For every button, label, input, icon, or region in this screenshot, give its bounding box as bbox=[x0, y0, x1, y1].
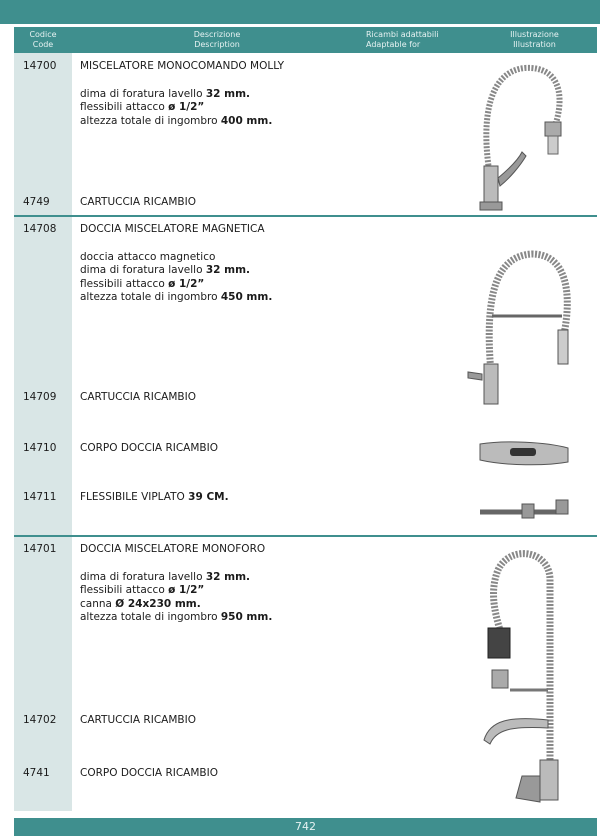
spec-text: dima di foratura lavello bbox=[80, 264, 206, 276]
spec-text: altezza totale di ingombro bbox=[80, 291, 221, 303]
spec-line bbox=[80, 264, 272, 278]
spec-value: 32 mm. bbox=[205, 570, 250, 583]
item-code: 14710 bbox=[23, 442, 57, 454]
header-code-it: Codice bbox=[29, 30, 57, 39]
header-description bbox=[72, 30, 362, 50]
page-number: 742 bbox=[14, 818, 597, 836]
header-ill-en: Illustration bbox=[513, 40, 556, 49]
shower-head-image bbox=[476, 436, 572, 470]
spec-text: altezza totale di ingombro bbox=[80, 611, 221, 623]
spec-line bbox=[80, 115, 284, 129]
spec-line bbox=[80, 278, 272, 292]
spec-text: flessibili attacco bbox=[80, 277, 169, 290]
spec-value: ø 1/2” bbox=[168, 101, 205, 113]
item-description bbox=[80, 543, 272, 625]
spec-value: ø 1/2” bbox=[168, 277, 205, 290]
item-title: CARTUCCIA RICAMBIO bbox=[80, 714, 196, 726]
spec-line bbox=[80, 611, 272, 625]
item-description bbox=[80, 60, 284, 128]
item-title: CORPO DOCCIA RICAMBIO bbox=[80, 767, 218, 779]
section-divider bbox=[14, 535, 597, 537]
spec-value: 450 mm. bbox=[220, 291, 273, 303]
spec-value: 950 mm. bbox=[220, 611, 273, 623]
header-spare-it: Ricambi adattabili bbox=[366, 30, 439, 39]
faucet-monoforo-image bbox=[470, 540, 570, 812]
item-code: 14701 bbox=[23, 543, 57, 555]
spec-line bbox=[80, 598, 272, 612]
spec-text: flessibili attacco bbox=[80, 584, 169, 596]
header-code-en: Code bbox=[32, 40, 54, 49]
faucet-molly-image bbox=[470, 56, 580, 216]
header-spare bbox=[366, 30, 466, 50]
spec-text: dima di foratura lavello bbox=[80, 570, 206, 583]
header-code bbox=[14, 30, 72, 50]
item-title: CARTUCCIA RICAMBIO bbox=[80, 196, 196, 208]
spec-line bbox=[80, 88, 284, 102]
top-band bbox=[0, 0, 600, 24]
header-desc-en: Description bbox=[194, 40, 240, 49]
spec-value: 32 mm. bbox=[205, 264, 250, 276]
item-code: 14709 bbox=[23, 391, 57, 403]
spec-value: ø 1/2” bbox=[168, 584, 205, 596]
spec-text: altezza totale di ingombro bbox=[80, 114, 221, 127]
title-text: FLESSIBILE VIPLATO bbox=[80, 491, 189, 503]
spec-text: flessibili attacco bbox=[80, 101, 169, 113]
spec-text: dima di foratura lavello bbox=[80, 87, 206, 100]
spec-value: Ø 24x230 mm. bbox=[115, 597, 201, 610]
item-title: DOCCIA MISCELATORE MONOFORO bbox=[80, 543, 266, 555]
item-title: DOCCIA MISCELATORE MAGNETICA bbox=[80, 223, 265, 235]
spec-value: 32 mm. bbox=[205, 87, 250, 100]
item-code: 14711 bbox=[23, 491, 57, 503]
spec-text: canna bbox=[80, 597, 116, 610]
spec-value: 400 mm. bbox=[220, 114, 273, 127]
item-title: CORPO DOCCIA RICAMBIO bbox=[80, 442, 218, 454]
item-code: 4741 bbox=[23, 767, 50, 779]
item-code: 14708 bbox=[23, 223, 57, 235]
item-description bbox=[80, 223, 272, 305]
item-title: MISCELATORE MONOCOMANDO MOLLY bbox=[80, 60, 285, 72]
item-title bbox=[80, 491, 229, 505]
header-illustration bbox=[472, 30, 597, 50]
section-divider bbox=[14, 215, 597, 217]
item-code: 14702 bbox=[23, 714, 57, 726]
title-value: 39 CM. bbox=[188, 491, 229, 503]
header-ill-it: Illustrazione bbox=[510, 30, 559, 39]
spec-line bbox=[80, 101, 284, 115]
item-code: 14700 bbox=[23, 60, 57, 72]
header-desc-it: Descrizione bbox=[193, 30, 241, 39]
item-code: 4749 bbox=[23, 196, 50, 208]
flexible-hose-image bbox=[476, 496, 572, 524]
spec-line bbox=[80, 571, 272, 585]
spec-line: doccia attacco magnetico bbox=[80, 250, 216, 263]
header-spare-en: Adaptable for bbox=[366, 40, 421, 49]
spec-line bbox=[80, 291, 272, 305]
faucet-magnetic-image bbox=[462, 244, 582, 410]
spec-line bbox=[80, 584, 272, 598]
table-header bbox=[14, 27, 597, 53]
code-column-band bbox=[14, 53, 72, 811]
item-title: CARTUCCIA RICAMBIO bbox=[80, 391, 196, 403]
